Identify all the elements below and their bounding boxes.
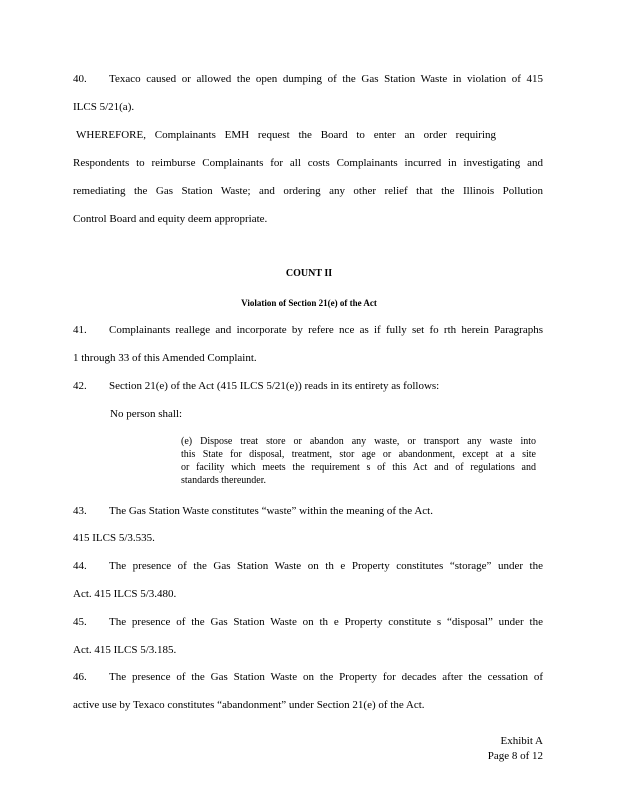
paragraph-41-line-1 <box>73 323 543 337</box>
paragraph-43-line-1 <box>73 504 543 518</box>
statute-quote-line: standards thereunder. <box>181 475 266 486</box>
paragraph-43-line-2: 415 ILCS 5/3.535. <box>73 532 155 544</box>
paragraph-45-line-1 <box>73 615 543 629</box>
paragraph-40-line-2: ILCS 5/21(a). <box>73 101 135 113</box>
no-person-shall: No person shall: <box>110 408 183 420</box>
statute-quote-line: this State for disposal, treatment, stor age or abandonment, except at a site <box>181 449 536 460</box>
paragraph-44-line-2: Act. 415 ILCS 5/3.480. <box>73 588 177 600</box>
wherefore-line-3: remediating the Gas Station Waste; and ordering any other relief that the Illinois Pollution <box>73 185 543 197</box>
paragraph-text: Section 21(e) of the Act (415 ILCS 5/21(e)) reads in its entirety as follows: <box>109 380 440 392</box>
wherefore-line-2: Respondents to reimburse Complainants for all costs Complainants incurred in investigating and <box>73 157 543 169</box>
paragraph-45-line-2: Act. 415 ILCS 5/3.185. <box>73 644 177 656</box>
statute-quote <box>181 435 536 487</box>
wherefore-line-4: Control Board and equity deem appropriate. <box>73 213 268 225</box>
paragraph-46-line-1 <box>73 670 543 684</box>
count-subheading: Violation of Section 21(e) of the Act <box>241 298 377 308</box>
paragraph-40-line-1 <box>73 72 543 86</box>
wherefore-line-1: WHEREFORE, Complainants EMH request the Board to enter an order requiring <box>76 129 496 141</box>
statute-quote-line: or facility which meets the requirement s of this Act and of regulations and <box>181 462 536 473</box>
page-number: Page 8 of 12 <box>487 750 543 762</box>
paragraph-41-line-2: 1 through 33 of this Amended Complaint. <box>73 352 257 364</box>
paragraph-number: 42. <box>73 380 87 392</box>
paragraph-text: The presence of the Gas Station Waste on the Property for decades after the cessation of <box>109 671 543 683</box>
paragraph-text: Complainants reallege and incorporate by refere nce as if fully set fo rth herein Paragraphs <box>109 324 543 336</box>
count-heading: COUNT II <box>285 268 333 279</box>
exhibit-label: Exhibit A <box>500 735 543 747</box>
paragraph-number: 43. <box>73 505 87 517</box>
paragraph-46-line-2: active use by Texaco constitutes “abandonment” under Section 21(e) of the Act. <box>73 699 425 711</box>
paragraph-number: 40. <box>73 73 87 85</box>
paragraph-number: 45. <box>73 616 87 628</box>
paragraph-44-line-1 <box>73 559 543 573</box>
paragraph-text: The presence of the Gas Station Waste on th e Property constitutes “storage” under the <box>109 560 543 572</box>
paragraph-number: 41. <box>73 324 87 336</box>
paragraph-42-line-1 <box>73 379 543 393</box>
paragraph-text: Texaco caused or allowed the open dumping of the Gas Station Waste in violation of 415 <box>109 73 543 85</box>
paragraph-number: 46. <box>73 671 87 683</box>
paragraph-text: The presence of the Gas Station Waste on th e Property constitute s “disposal” under the <box>109 616 543 628</box>
paragraph-number: 44. <box>73 560 87 572</box>
statute-quote-line: (e) Dispose treat store or abandon any waste, or transport any waste into <box>181 436 536 447</box>
paragraph-text: The Gas Station Waste constitutes “waste” within the meaning of the Act. <box>109 505 433 517</box>
